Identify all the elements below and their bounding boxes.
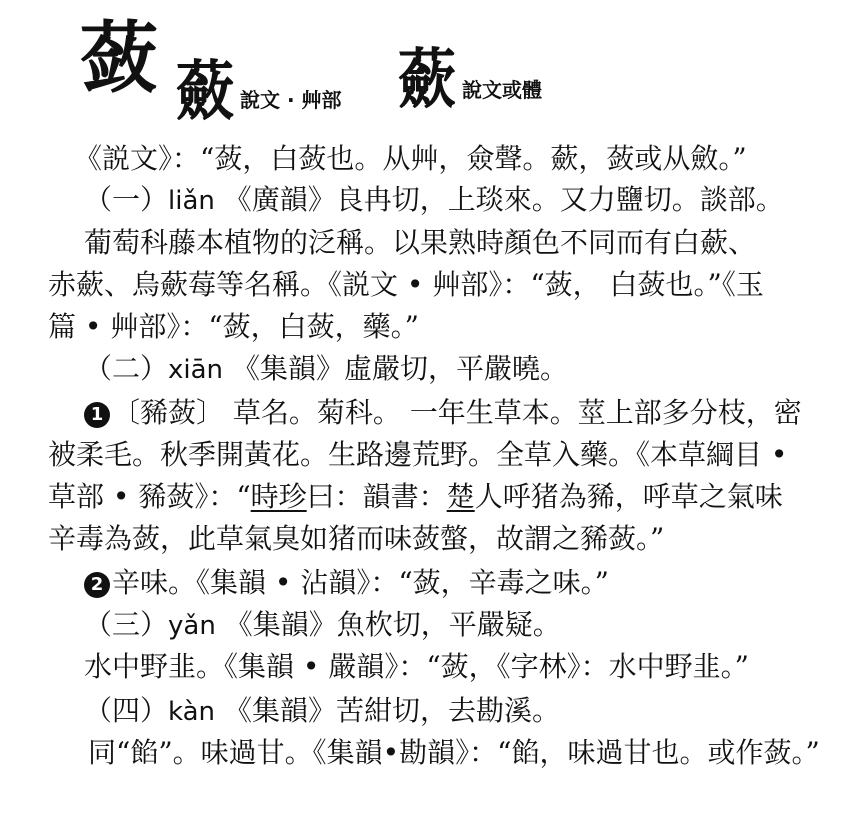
pinyin: yǎn	[168, 611, 216, 641]
definition-line	[48, 480, 783, 514]
sense-2-line	[84, 566, 609, 600]
definition-line: 同“餡”。味過甘。《集韻•勘韻》：“餡，味過甘也。或作蔹。”	[88, 736, 820, 769]
phonetic-note: 《集韻》苦紺切，去勘溪。	[223, 694, 560, 727]
definition-line: 篇 • 艸部》：“蔹，白蔹，藥。”	[48, 310, 419, 343]
text-segment: 曰：韻書：	[306, 480, 447, 513]
reading-number: （二）	[84, 352, 169, 385]
sense-text: 辛味。《集韻 • 沾韻》：“蔹，辛毒之味。”	[112, 566, 609, 599]
pinyin: kàn	[168, 697, 216, 727]
seal-source-label-2: 說文或體	[462, 78, 542, 102]
pinyin: xiān	[168, 355, 224, 385]
sense-text: 〔豨蔹〕 草名。菊科。 一年生草本。莖上部多分枝，密	[112, 396, 802, 429]
reading-4-header	[84, 694, 560, 729]
definition-line: 辛毒為蔹，此草氣臭如猪而味蔹螫，故謂之豨蔹。”	[48, 522, 665, 555]
reading-number: （四）	[84, 694, 169, 727]
seal-script-form-2: 蘝	[398, 40, 455, 118]
text-segment: 草部 • 豨蔹》：“	[48, 480, 251, 513]
sense-number-badge: 1	[84, 402, 110, 428]
sense-1-line	[84, 396, 802, 430]
seal-source-label-1: 說文 · 艸部	[240, 88, 342, 112]
text-segment: 人呼猪為豨，呼草之氣味	[474, 480, 783, 513]
reading-2-header	[84, 352, 568, 387]
sense-number-badge: 2	[84, 572, 110, 598]
seal-script-form-1: 蘞	[176, 52, 233, 130]
phonetic-note: 《集韻》魚杴切，平嚴疑。	[224, 608, 561, 641]
definition-line: 赤蘝、烏蘝莓等名稱。《説文 • 艸部》：“蔹， 白蔹也。”《玉	[48, 268, 764, 301]
definition-line: 葡萄科藤本植物的泛稱。以果熟時顏色不同而有白蘝、	[84, 226, 757, 259]
reading-number: （三）	[84, 608, 169, 641]
phonetic-note: 《集韻》虛嚴切，平嚴曉。	[231, 352, 568, 385]
reading-1-header	[84, 183, 784, 218]
shuowen-citation: 《説文》：“蔹，白蔹也。从艸，僉聲。蘝，蔹或从斂。”	[74, 142, 747, 175]
reading-number: （一）	[84, 183, 169, 216]
definition-line: 被柔毛。秋季開黃花。生路邊荒野。全草入藥。《本草綱目 •	[48, 438, 788, 471]
headword: 蔹	[80, 13, 159, 104]
reading-3-header	[84, 608, 561, 643]
phonetic-note: 《廣韻》良冉切，上琰來。又力鹽切。談部。	[223, 183, 784, 216]
proper-name-underlined: 時珍	[250, 480, 307, 513]
pinyin: liǎn	[168, 186, 215, 216]
proper-name-underlined: 楚	[446, 480, 475, 513]
definition-line: 水中野韭。《集韻 • 嚴韻》：“蔹，《字林》：水中野韭。”	[84, 650, 749, 683]
